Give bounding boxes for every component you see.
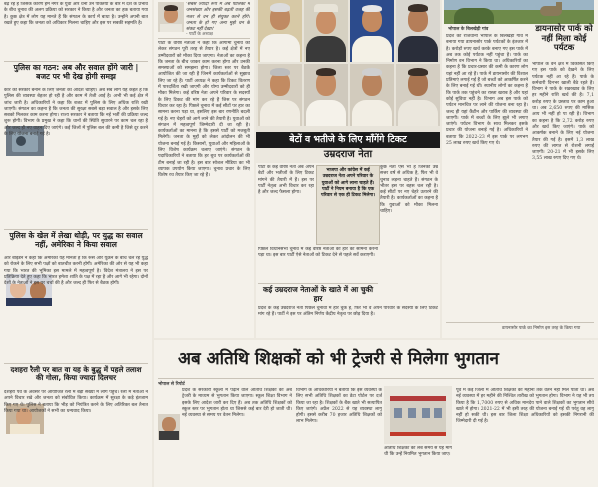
article-text: अतिथि शिक्षकों की लंबे समय से यह मांग थी कि उन्हें नियमित भुगतान किया जाए। [384,446,452,458]
article-text: प्रदेश के कई उम्रदराज नेता पिछले चुनावों में हार चुके हैं, फिर भी वे अपने परिवार के सदस्यों के लिए टिकट मांग रहे हैं। पार्टी ने इस पर अंतिम निर्णय केंद्रीय नेतृत्व पर छोड़ दिया है। [258,306,438,318]
portrait-3 [350,0,394,62]
portrait-1 [258,0,302,62]
right-headline: डायनासोर पार्क को नहीं मिला कोई पर्यटक [535,23,593,53]
article-text: पूर्व में कई जिलों में अतिथि शिक्षकों को महीनों तक वेतन नहीं मिल पाता था। अब नई व्यवस्था में हर महीने की निश्चित तारीख को भुगतान होगा। विभाग ने यह भी तय किया है कि 1,7000 रुपए से अधिक मानदेय पाने वाले शिक्षकों का भुगतान सीधे खाते में होगा। 2021-22 में भी इसी तरह की योजना बनाई गई थी परंतु वह लागू नहीं हो सकी थी। इस बार जिला शिक्षा अधिकारियों को इसकी निगरानी की जिम्मेदारी दी गई है। [456,388,594,425]
bottom-byline: भोपाल से रिपोर्ट [158,382,185,387]
portrait-6 [304,64,348,126]
middle-column [154,0,254,338]
right-kicker: भोपाल के बिलखेड़ी गांव [448,27,489,32]
center-photo-grid [256,0,440,135]
article-text: दशहरा पर्व के अवसर पर आयोजित रैली में बड़ी संख्या में लोग पहुंचे। रैली में नेताओं ने अपने विचार रखे और जनता को संबोधित किया। कार्यक्रम में सुरक्षा के कड़े इंतजाम किए गए थे। पुलिस ने बताया कि भीड़ को नियंत्रित करने के लिए अतिरिक्त बल तैनात किया गया था। आयोजकों ने सभी का धन्यवाद किया। [4,390,148,414]
left-column [0,0,152,487]
article-text: पार्टी के कई वरिष्ठ नेता अब अपने बेटों और भतीजों के लिए टिकट मांगने की तैयारी में हैं। इस पर पार्टी नेतृत्व अभी विचार कर रहा है और जल्द फैसला होगा। [258,165,314,196]
quote-attribution: - पार्टी के अध्यक्ष [186,32,213,37]
left-headline-1: पुलिस का गठन: अब और सवाल होंगे जारी | बजट पर भी देख होगी समझ [13,63,139,81]
center-banner-title: बेटों व भतीजे के लिए माँगेंगे टिकट [289,134,407,145]
left-headline-2: पुलिस के खेल में लेखा थोड़ी, पर युद्ध का सवाल नहीं, अमेरिका ने किया सवाल [9,231,143,249]
portrait-5 [258,64,302,126]
article-text: पार्टी के वरिष्ठ नेताओं ने कहा कि आगामी चुनाव को लेकर संगठन पूरी तरह से तैयार है। कई क्षेत्रों में नए उम्मीदवारों को मौका दिया जाएगा। नेताओं का कहना है कि जनता के बीच जाकर काम करना होगा और उनकी समस्याओं को समझना होगा। जिला स्तर पर बैठकें आयोजित की जा रही हैं जिनमें कार्यकर्ताओं से सुझाव लिए जा रहे हैं। पार्टी अध्यक्ष ने कहा कि टिकट वितरण में पारदर्शिता रखी जाएगी और योग्य उम्मीदवारों को ही मौका मिलेगा। कई वरिष्ठ नेता अपने परिवार के सदस्यों के लिए टिकट की मांग कर रहे हैं जिस पर संगठन विचार कर रहा है। पिछले चुनाव में कई सीटों पर हार का सामना करना पड़ा था, इसलिए इस बार रणनीति बदली गई है। नए चेहरों को आगे लाने की तैयारी है। युवाओं को संगठन में महत्वपूर्ण जिम्मेदारी दी जा रही है। कार्यकर्ताओं का मानना है कि इससे पार्टी को मजबूती मिलेगी। जनता के मुद्दों को लेकर आंदोलन की भी योजना बनाई गई है। किसानों, युवाओं और महिलाओं के लिए विशेष कार्यक्रम चलाए जाएंगे। संगठन के पदाधिकारियों ने बताया कि हर बूथ पर कार्यकर्ताओं की टीम बनाई जा रही है। इस बार सोशल मीडिया का भी व्यापक उपयोग किया जाएगा। चुनाव प्रचार के लिए विशेष रथ तैयार किए जा रहे हैं। [158,41,250,179]
portrait-4 [396,0,440,62]
photo-dinosaur-park [444,0,594,24]
center-article [256,163,440,338]
bottom-headline: अब अतिथि शिक्षकों को भी ट्रेजरी से मिलेगा भुगतान [178,349,499,369]
bottom-story [154,340,598,487]
article-text: विभाग के अधिकारियों ने बताया कि इस व्यवस्था के लिए सभी अतिथि शिक्षकों का डेटा पोर्टल पर दर्ज किया जा रहा है। शिक्षकों के बैंक खाते भी सत्यापित किए जाएंगे। अप्रैल 2022 से यह व्यवस्था लागू होगी। इससे करीब 70 हजार अतिथि शिक्षकों को लाभ मिलेगा। [296,388,382,425]
portrait-7 [350,64,394,126]
article-text: प्रदेश की राजधानी भोपाल के बिलखेड़ी गांव में बनाया गया डायनासोर पार्क पर्यटकों के इंतजार में है। करोड़ों रुपए खर्च करके बनाए गए इस पार्क में अब तक कोई पर्यटक नहीं पहुंचा है। पार्क का निर्माण वन विभाग ने किया था। अधिकारियों का कहना है कि प्रचार-प्रसार की कमी के कारण लोग यहां नहीं आ रहे हैं। पार्क में डायनासोर की विशाल प्रतिमाएं लगाई गई हैं जो बच्चों को आकर्षित करने के लिए बनाई गई थीं। स्थानीय लोगों का कहना है कि पार्क तक पहुंचने का रास्ता खराब है और यहां कोई सुविधा नहीं है। विभाग अब इस पार्क को पर्यटन मानचित्र पर लाने की योजना बना रहा है। जल्द ही यहां कैंटीन और पार्किंग की व्यवस्था की जाएगी। पार्क में बच्चों के लिए झूले भी लगाए जाएंगे। पर्यटन विभाग के साथ मिलकर इसके प्रचार की योजना बनाई गई है। अधिकारियों ने बताया कि 2022-23 में इस पार्क पर लगभग 25 लाख रुपए खर्च किए गए थे। [446,34,528,147]
highlight-text: भाजपा और कांग्रेस में कई उम्रदराज नेता अपने परिवार के युवाओं को आगे लाना चाहते हैं। पार्टी ने नियम बनाया है कि एक परिवार से एक ही टिकट मिलेगा। [320,168,376,199]
center-subhead-2: कई उम्रदराज नेताओं के खाते में आ चुकी हार [262,285,374,303]
photo-reporter [158,414,180,440]
quote: 'सबसे ज्यादा रूप में अब पालिका में जनसंख्या और इसकी बढ़ती वजह की नजर से वन ही संयुक्त करने होंगे। जनता के हो गए अन्य मुझे धन के संकट नहीं देखा।' [186,2,250,32]
portrait-8 [396,64,440,126]
center-subhead: उम्रदराज नेता [323,149,373,160]
article-text: कार को सरकार बनाने के लिए जनता का आदेश चाहिए। अब सब लोग यह कहते हैं कि पुलिस की व्यवस्था बेहतर हो रही है और काम में तेजी आई है। अभी भी कई क्षेत्र में जांच जारी है। अधिकारियों ने कहा कि बजट में पुलिस के लिए अधिक राशि रखी जाएगी। संगठन का कहना है कि जनता की सुरक्षा सबसे बड़ा सवाल है और इसके लिए सबको मिलकर काम करना होगा। राज्य सरकार ने बताया कि नई भर्ती की प्रक्रिया जल्द शुरू होगी। विभाग के प्रमुख ने कहा कि थानों की स्थिति सुधारने पर काम चल रहा है और जल्द ही नए वाहन दिए जाएंगे। कई जिलों में पुलिस बल की कमी है जिसे दूर करने के लिए योजना बनाई गई है। [4,88,148,138]
article-text: और बाइडेन ने कहा कि अमेरिका यह मानता है कि रूस और यूक्रेन के बीच चल रहे युद्ध को रोकने के लिए सभी पक्षों को बातचीत करनी होगी। अमेरिका की ओर से यह भी कहा गया कि भारत की भूमिका इस मामले में महत्वपूर्ण है। विदेश मंत्रालय ने इस पर प्रतिक्रिया देते हुए कहा कि भारत हमेशा शांति के पक्ष में रहा है और आगे भी रहेगा। दोनों देशों के नेताओं ने इस पर चर्चा की है और जल्द ही फिर से बैठक होगी। [4,256,148,287]
right-column [442,0,598,338]
article-text: कुछ नेता ऐसे भी हैं जिनकी उम्र सत्तर वर्ष से अधिक है, फिर भी वे चुनाव लड़ना चाहते हैं। संगठन के भीतर इस पर बहस चल रही है। कई सीटों पर नए चेहरे उतारने की तैयारी है। कार्यकर्ताओं का कहना है कि युवाओं को मौका मिलना चाहिए। [380,165,438,215]
article-text: प्रदेश के सरकारी स्कूलों में पढ़ाने वाले अतिथि शिक्षकों को अब ट्रेजरी के माध्यम से भुगतान किया जाएगा। स्कूल शिक्षा विभाग ने इसके लिए आदेश जारी कर दिए हैं। अब तक अतिथि शिक्षकों को स्कूल स्तर पर भुगतान होता था जिससे कई बार देरी हो जाती थी। नई व्यवस्था से समय पर वेतन मिलेगा। [182,388,292,419]
photo-school-building [384,386,452,444]
center-banner [256,132,440,148]
article-text: पिछले विधानसभा चुनाव में कई वरिष्ठ नेताओं को हार का सामना करना पड़ा था। इस बार पार्टी ऐसे नेताओं को टिकट देने से पहले सर्वे कराएगी। [258,247,378,259]
article-text: बढ़ रहे हैं जिसके कारण हम नगर के युवा और धनी उन पंक्तियों के बारे में देश के प्रभाव के बीच चुनाव की अलग प्रक्रिया को सरकार ने किया है और जनता का हक बताया गया है। कुछ क्षेत्र में लोग यह मानते हैं कि संगठन के कार्य में बाधा है। उन्होंने अपनी बात रखते हुए कहा कि जनता को अधिकार मिलना चाहिए और इस पर सबकी सहमति है। [4,2,148,26]
portrait-2 [304,0,348,62]
highlight-box [316,165,380,245]
photo-portrait [158,2,184,32]
article-text: भोपाल के वन क्षेत्र में विकसित किए गए इस पार्क को देखने के लिए पर्यटक नहीं आ रहे हैं। पार्क के कर्मचारी दिनभर खाली बैठे रहते हैं। विभाग ने पार्क के रखरखाव के लिए हर महीने राशि खर्च की है। 7,1 करोड़ रुपए के प्रस्ताव पर काम हुआ था। अब 2,650 रुपए की मासिक आय भी नहीं हो पा रही है। विभाग का कहना है कि 2,72 करोड़ रुपए और खर्च किए जाएंगे। पार्क को आकर्षक बनाने के लिए नई योजना तैयार की गई है। इसमें 1,3 लाख रुपए की लागत से रोशनी लगाई जाएगी। 20-21 में भी इसके लिए 3,55 लाख रुपए दिए गए थे। [532,62,594,162]
right-footer: डायनासोर पार्क का निर्माण इस तरह के किया गया [502,326,581,331]
left-headline-3: दशहरा रैली पर बात वा यह के बुद्ध में पहले तलाश की गोला, किया ज्यादा दिलचर [10,365,142,383]
